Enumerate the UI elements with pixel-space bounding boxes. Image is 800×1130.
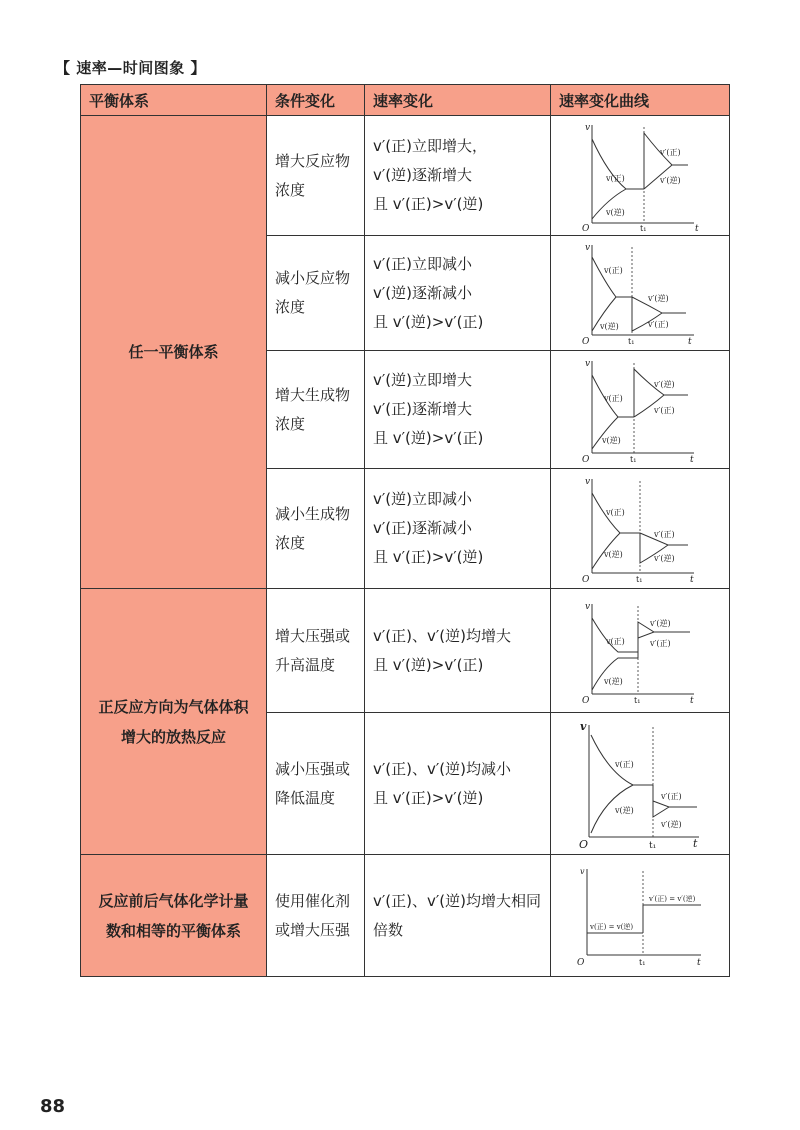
t1-label: t₁: [636, 574, 643, 584]
curve-label: v′(正): [660, 147, 681, 157]
rate-change-cell: [365, 713, 551, 855]
axis-t-label: t: [695, 223, 699, 233]
condition-line: 浓度: [275, 414, 306, 433]
system-label: 数和相等的平衡体系: [105, 921, 241, 940]
curve-label: v′(正): [648, 320, 669, 329]
rate-line: v′(逆)逐渐增大: [373, 166, 472, 184]
condition-line: 减小生成物: [275, 504, 351, 523]
curve-cell: [551, 855, 730, 977]
system-cell: [81, 116, 267, 589]
axis-t-label: t: [688, 337, 692, 347]
condition-cell: [267, 855, 365, 977]
header-system: 平衡体系: [81, 85, 267, 116]
curve-label: v(逆): [604, 676, 623, 686]
system-label: 任一平衡体系: [128, 343, 219, 361]
condition-line: 减小反应物: [275, 269, 351, 287]
rate-line: 倍数: [373, 920, 404, 939]
rate-line: 且 v′(逆)>v′(正): [373, 655, 484, 674]
rate-line: v′(正)立即增大，: [373, 137, 487, 155]
condition-line: 减小压强或: [275, 759, 351, 778]
origin-label: O: [582, 454, 590, 465]
rate-line: v′(正)、v′(逆)均增大相同: [373, 891, 541, 910]
curve-label: v(正) = v(逆): [590, 922, 634, 931]
rate-line: 且 v′(逆)>v′(正): [373, 312, 484, 331]
curve-label: v(逆): [606, 207, 625, 217]
header-rate-change: 速率变化: [365, 85, 551, 116]
rate-time-graph: [578, 596, 702, 706]
rate-line: v′(正)逐渐减小: [373, 519, 472, 537]
t1-label: t₁: [628, 337, 635, 346]
rate-change-cell: [365, 116, 551, 236]
condition-cell: [267, 351, 365, 469]
rate-time-table: [80, 84, 730, 977]
rate-line: v′(正)逐渐增大: [373, 400, 472, 418]
condition-line: 增大压强或: [275, 626, 351, 645]
curve-label: v′(逆): [660, 175, 681, 185]
condition-cell: [267, 469, 365, 589]
rate-time-graph: [578, 119, 702, 233]
rate-line: 且 v′(逆)>v′(正): [373, 429, 484, 447]
curve-cell: [551, 236, 730, 351]
rate-line: 且 v′(正)>v′(逆): [373, 548, 484, 566]
curve-label: v′(正): [661, 791, 682, 801]
curve-label: v(正): [604, 393, 623, 403]
header-condition: 条件变化: [267, 85, 365, 116]
condition-cell: [267, 116, 365, 236]
rate-time-graph: [578, 239, 702, 347]
axis-v-label: v: [585, 122, 591, 133]
curve-cell: [551, 589, 730, 713]
curve-label: v(逆): [602, 435, 621, 445]
curve-cell: [551, 116, 730, 236]
curve-label: v(正): [606, 173, 625, 183]
rate-time-graph: [575, 717, 705, 851]
t1-label: t₁: [649, 840, 657, 851]
t1-label: t₁: [634, 695, 641, 705]
origin-label: O: [579, 837, 589, 851]
axis-v-label: v: [580, 866, 585, 876]
axis-t-label: t: [697, 957, 701, 968]
rate-line: v′(逆)逐渐减小: [373, 283, 472, 302]
rate-line: v′(正)、v′(逆)均减小: [373, 759, 511, 778]
rate-change-cell: [365, 589, 551, 713]
curve-cell: [551, 469, 730, 589]
rate-line: v′(逆)立即增大: [373, 371, 472, 389]
axis-v-label: v: [580, 719, 587, 733]
system-label: 增大的放热反应: [120, 727, 226, 746]
origin-label: O: [582, 223, 590, 233]
origin-label: O: [582, 574, 590, 585]
curve-label: v(逆): [615, 805, 634, 815]
axis-v-label: v: [585, 358, 591, 369]
condition-line: 降低温度: [275, 788, 336, 807]
curve-label: v′(逆): [648, 294, 669, 303]
t1-label: t₁: [639, 957, 646, 967]
new-equilibrium-rate-line: [643, 905, 701, 933]
system-label: 正反应方向为气体体积: [98, 697, 249, 716]
condition-line: 浓度: [275, 533, 306, 552]
rate-change-cell: [365, 351, 551, 469]
curve-label: v(正): [606, 636, 625, 646]
condition-line: 浓度: [275, 180, 306, 199]
curve-label: v(逆): [604, 549, 623, 559]
forward-rate-curve: [592, 618, 638, 652]
axis-t-label: t: [690, 454, 694, 465]
origin-label: O: [582, 695, 590, 706]
condition-line: 增大生成物: [275, 385, 351, 404]
condition-line: 浓度: [275, 298, 306, 316]
table-header-row: [81, 85, 730, 116]
rate-time-graph: [573, 861, 707, 971]
axis-t-label: t: [690, 695, 694, 706]
rate-change-cell: [365, 855, 551, 977]
curve-label: v′(正): [654, 529, 675, 539]
section-heading: 【 速率—时间图象 】: [55, 59, 206, 77]
axis-t-label: t: [693, 836, 698, 850]
origin-label: O: [582, 337, 590, 347]
rate-line: v′(正)、v′(逆)均增大: [373, 626, 511, 645]
rate-line: 且 v′(正)>v′(逆): [373, 195, 484, 213]
system-label: 反应前后气体化学计量: [98, 891, 249, 910]
table-row: [81, 855, 730, 977]
condition-line: 或增大压强: [275, 920, 351, 939]
rate-change-cell: [365, 469, 551, 589]
rate-time-graph: [578, 473, 702, 585]
curve-label: v(正): [604, 266, 623, 275]
axis-v-label: v: [585, 601, 591, 612]
axis-v-label: v: [585, 243, 591, 253]
t1-label: t₁: [640, 223, 647, 233]
table-row: [81, 589, 730, 713]
rate-line: v′(正)立即减小: [373, 254, 472, 273]
t1-label: t₁: [630, 454, 637, 464]
curve-label: v(逆): [600, 322, 619, 331]
condition-line: 使用催化剂: [275, 891, 351, 910]
condition-line: 升高温度: [275, 655, 336, 674]
rate-time-graph: [578, 355, 702, 465]
curve-label: v′(正) = v′(逆): [649, 894, 696, 903]
curve-label: v′(逆): [654, 553, 675, 563]
curve-label: v′(逆): [654, 379, 675, 389]
system-cell: [81, 589, 267, 855]
curve-label: v′(逆): [661, 819, 682, 829]
axis-t-label: t: [690, 574, 694, 585]
curve-label: v(正): [615, 759, 634, 769]
curve-label: v(正): [606, 507, 625, 517]
rate-line: 且 v′(正)>v′(逆): [373, 788, 484, 807]
rate-line: v′(逆)立即减小: [373, 490, 472, 508]
axis-v-label: v: [585, 476, 591, 487]
curve-label: v′(正): [650, 638, 671, 648]
origin-label: O: [577, 957, 585, 968]
condition-cell: [267, 713, 365, 855]
condition-cell: [267, 236, 365, 351]
page-number: 88: [40, 1096, 66, 1117]
rate-change-cell: [365, 236, 551, 351]
header-curve: 速率变化曲线: [551, 85, 730, 116]
new-reverse-curve: [653, 785, 669, 817]
curve-cell: [551, 713, 730, 855]
curve-cell: [551, 351, 730, 469]
condition-line: 增大反应物: [275, 151, 351, 170]
curve-label: v′(逆): [650, 618, 671, 628]
forward-rate-curve: [592, 257, 632, 297]
table-row: [81, 116, 730, 236]
curve-label: v′(正): [654, 405, 675, 415]
condition-cell: [267, 589, 365, 713]
system-cell: [81, 855, 267, 977]
